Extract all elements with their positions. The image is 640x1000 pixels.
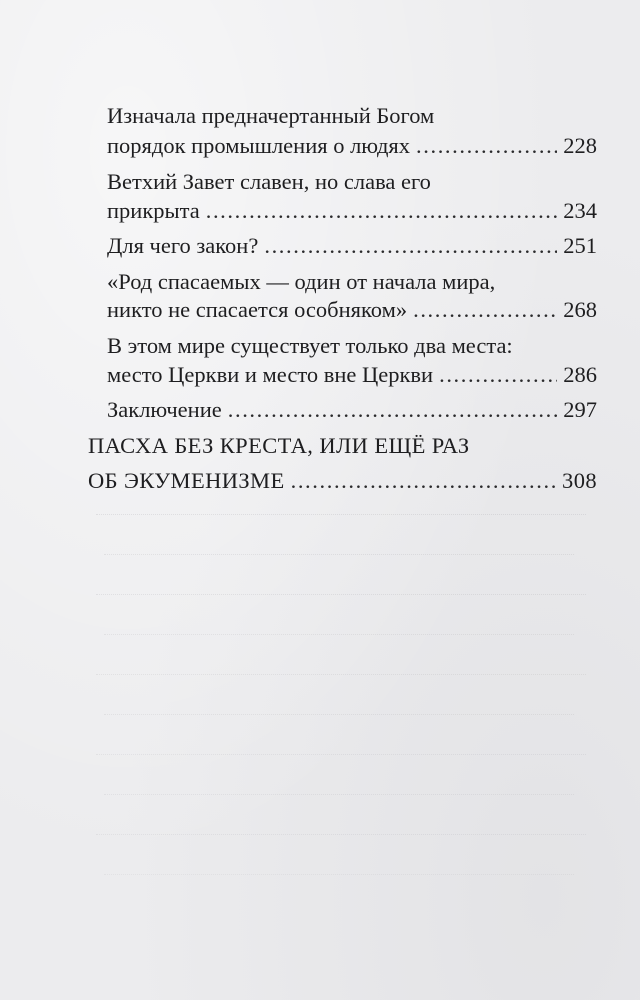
toc-entry-2-page: 234 <box>563 198 597 223</box>
toc-entry-1-page: 228 <box>563 133 597 158</box>
toc-entry-2-line2: прикрыта <box>107 198 200 223</box>
dot-leader <box>439 362 557 388</box>
toc-entry-3 <box>107 233 597 259</box>
toc-entry-3-title: Для чего закон? <box>107 233 259 258</box>
toc-entry-1-line2: порядок промышления о людях <box>107 133 411 158</box>
toc-entry-4-line2: никто не спасается особняком» <box>107 297 408 322</box>
toc-entry-2 <box>107 198 597 224</box>
dot-leader <box>206 198 558 224</box>
toc-entry-5-line2: место Церкви и место вне Церкви <box>107 362 434 387</box>
dot-leader <box>291 468 556 494</box>
toc-entry-2-line1: Ветхий Завет славен, но слава его <box>107 169 431 194</box>
dot-leader <box>413 297 557 323</box>
toc-section <box>88 468 597 494</box>
toc-entry-6-title: Заключение <box>107 397 222 422</box>
toc-entry-4-page: 268 <box>563 297 597 322</box>
toc-entry-6 <box>107 397 597 423</box>
dot-leader <box>416 133 557 159</box>
toc-entry-4 <box>107 297 597 323</box>
toc-entry-1 <box>107 133 597 159</box>
toc-entry-1-line1: Изначала предначертанный Богом <box>107 103 435 128</box>
toc-entry-5-line1: В этом мире существует только два места: <box>107 333 513 358</box>
toc-section-line2: ОБ ЭКУМЕНИЗМЕ <box>88 468 285 493</box>
toc-entry-3-page: 251 <box>563 233 597 258</box>
toc-entry-4-line1: «Род спасаемых — один от начала мира, <box>107 269 496 294</box>
toc-section-page: 308 <box>562 468 597 493</box>
toc-entry-6-page: 297 <box>563 397 597 422</box>
dot-leader <box>264 233 557 259</box>
toc-entry-5-page: 286 <box>563 362 597 387</box>
toc-section-line1: ПАСХА БЕЗ КРЕСТА, ИЛИ ЕЩЁ РАЗ <box>88 433 470 458</box>
dot-leader <box>228 397 558 423</box>
toc-entry-5 <box>107 362 597 388</box>
